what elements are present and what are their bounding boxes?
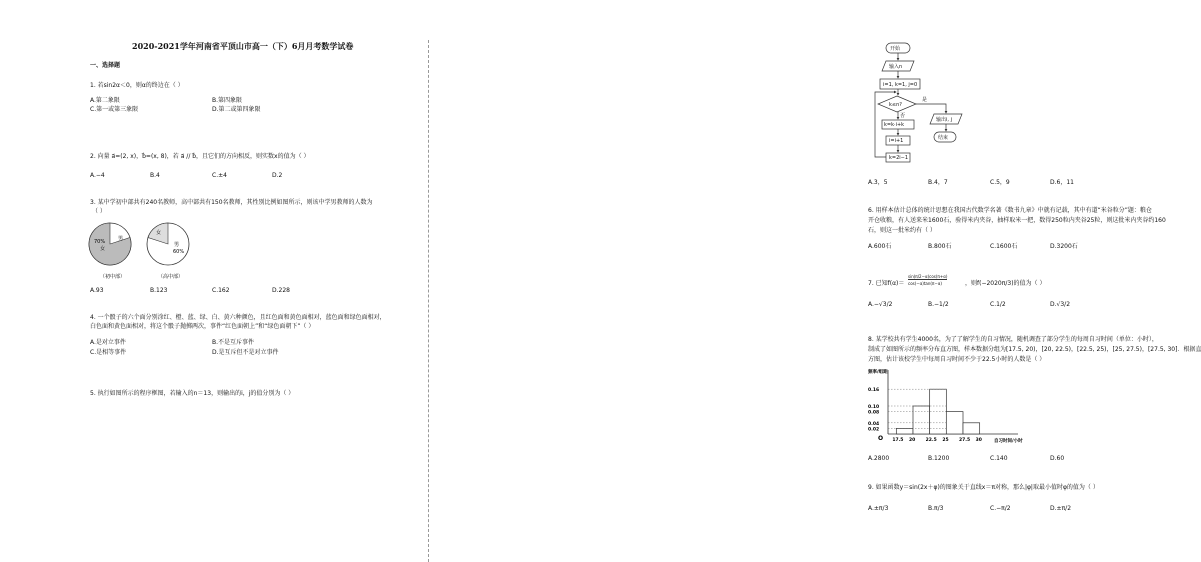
q6-stem-line3: 石，则这一批米约有（ ）: [868, 227, 936, 234]
q8-stem-line2: 制成了如图所示的频率分布直方图，样本数据分组为[17.5, 20)，[20, 22.5)，[22.5, 25)，[25, 27.5)，[27.5, 30]．根据直: [868, 346, 1201, 353]
q8-histogram: [866, 366, 1026, 446]
q9-option-d: D.±π/2: [1050, 505, 1072, 512]
pie-senior-female-text: 女: [156, 230, 162, 236]
q5-option-b: B.4，7: [928, 179, 948, 186]
q4-stem-line1: 4. 一个骰子的六个面分别涂红、橙、蓝、绿、白、黄六种颜色，且红色面和黄色面相对，蓝色面和绿色面相对，: [90, 314, 386, 321]
q9-option-c: C.−π/2: [990, 505, 1011, 512]
hist-bar-3: [930, 389, 947, 434]
hist-bar-2: [913, 406, 930, 434]
q9-stem: 9. 如果函数y＝sin(2x＋φ)的图象关于直线x＝π对称，那么|φ|取最小值时φ的值为（ ）: [868, 484, 1099, 491]
hist-x-tick-4: 25: [942, 438, 949, 443]
hist-y-tick-4: 0.04: [868, 421, 880, 427]
q7-fraction-bottom: cos(−α)tan(π−α): [908, 281, 942, 286]
q6-option-c: C.1600石: [990, 243, 1018, 250]
q8-option-a: A.2800: [868, 455, 890, 462]
q6-option-d: D.3200石: [1050, 243, 1078, 250]
hist-x-axis-label: 自习时间/小时: [994, 439, 1023, 444]
q3-option-b: B.123: [150, 287, 168, 294]
hist-x-tick-5: 27.5: [959, 438, 971, 443]
q5-option-a: A.3，5: [868, 179, 888, 186]
hist-y-tick-1: 0.16: [868, 388, 880, 394]
q3-pie-charts: [88, 222, 288, 286]
q2-option-a: A.−4: [90, 172, 105, 179]
q1-option-c: C.第一或第三象限: [90, 106, 139, 113]
pie-senior-caption: （高中部）: [158, 274, 184, 280]
q6-option-a: A.600石: [868, 243, 892, 250]
q2-option-c: C.±4: [212, 172, 227, 179]
q8-option-d: D.60: [1050, 455, 1065, 462]
q4-option-a: A.是对立事件: [90, 339, 126, 346]
q4-option-d: D.是互斥但不是对立事件: [212, 349, 279, 356]
flow-yes-text: 是: [922, 97, 928, 103]
q2-option-b: B.4: [150, 172, 160, 179]
q6-option-b: B.800石: [928, 243, 952, 250]
pie-senior: [147, 223, 189, 280]
pie-junior-caption: （初中部）: [100, 274, 126, 280]
q1-stem: 1. 若sin2α＜0，则α的终边在（ ）: [90, 82, 184, 89]
q8-stem-line3: 方图，估计该校学生中每周自习时间不少于22.5小时的人数是（ ）: [868, 356, 1046, 363]
flow-input-text: 输入n: [889, 64, 903, 70]
pie-junior-female-label: 70%: [94, 239, 106, 245]
q6-stem-line1: 6. 用样本估计总体的统计思想在我国古代数学名著《数书九章》中就有记载，其中有道“米谷粒分”题：粮仓: [868, 207, 1152, 214]
q2-stem: 2. 向量 a⃗=(2, x)，b⃗=(x, 8)，若 a⃗ // b⃗，且它们的方向相反，则实数x的值为（ ）: [90, 153, 310, 160]
q5-option-c: C.5，9: [990, 179, 1010, 186]
q5-flowchart: [874, 40, 984, 170]
hist-bar-5: [963, 423, 980, 434]
hist-y-axis-label: 频率/组距: [868, 370, 888, 375]
q8-option-c: C.140: [990, 455, 1008, 462]
column-divider: [428, 40, 429, 562]
q7-option-b: B.−1/2: [928, 301, 949, 308]
q1-option-b: B.第四象限: [212, 97, 243, 104]
flow-output-text: 输出i, j: [936, 117, 952, 123]
hist-bar-1: [896, 428, 913, 434]
hist-y-tick-5: 0.02: [868, 427, 880, 433]
hist-y-tick-2: 0.10: [868, 405, 880, 410]
q4-option-b: B.不是互斥事件: [212, 339, 255, 346]
q6-stem-line2: 开仓收粮，有人送来米1600石，验得米内夹谷，抽样取米一把，数得250粒内夹谷25粒，则这批米内夹谷约160: [868, 217, 1166, 224]
q7-stem-post: ，则f(−2020π/3)的值为（ ）: [965, 280, 1046, 287]
flow-start-text: 开始: [890, 46, 901, 52]
flow-step2-text: i=i+1: [889, 138, 904, 144]
q7-stem-pre: 7. 已知f(α)＝: [868, 280, 905, 287]
q7-option-c: C.1/2: [990, 301, 1006, 308]
hist-x-tick-6: 30: [975, 438, 982, 443]
pie-junior-female-text: 女: [100, 246, 106, 252]
hist-y-tick-3: 0.08: [868, 410, 880, 416]
pie-junior: [89, 223, 131, 280]
paper-title: 2020-2021学年河南省平顶山市高一（下）6月月考数学试卷: [132, 41, 354, 51]
q7-option-a: A.−√3/2: [868, 301, 893, 308]
q1-option-d: D.第二或第四象限: [212, 106, 261, 113]
q1-option-a: A.第二象限: [90, 97, 120, 104]
q9-option-b: B.π/3: [928, 505, 944, 512]
hist-origin-label: O: [878, 435, 884, 442]
q7-option-d: D.√3/2: [1050, 301, 1071, 308]
q8-stem-line1: 8. 某学校共有学生4000名，为了了解学生的自习情况，随机调查了部分学生的每周自习时间（单位：小时），: [868, 336, 1158, 343]
hist-x-tick-3: 22.5: [925, 438, 937, 443]
q3-option-a: A.93: [90, 287, 104, 294]
q7-fraction-top: sin(π/2−α)cos(π+α): [908, 274, 948, 279]
q4-stem-line2: 白色面和黄色面相对，将这个骰子抛掷两次，事件“红色面朝上”和“绿色面朝下”（ ）: [90, 323, 315, 330]
q3-stem-line2: （ ）: [92, 208, 106, 215]
q5-stem: 5. 执行如图所示的程序框图，若输入的n＝13，则输出的i，j的值分别为（ ）: [90, 390, 295, 397]
q3-option-c: C.162: [212, 287, 230, 294]
flow-end-text: 结束: [938, 135, 949, 141]
pie-junior-male-text: 男: [118, 236, 124, 242]
q4-option-c: C.是相等事件: [90, 349, 127, 356]
flow-cond-text: k≤n?: [889, 102, 902, 108]
hist-bar-4: [946, 412, 963, 434]
q3-option-d: D.228: [272, 287, 290, 294]
q8-option-b: B.1200: [928, 455, 950, 462]
q5-option-d: D.6，11: [1050, 179, 1074, 186]
hist-x-tick-1: 17.5: [892, 438, 904, 443]
q2-option-d: D.2: [272, 172, 283, 179]
q3-stem-line1: 3. 某中学初中部共有240名教师，高中部共有150名教师，其性别比例如图所示，则该中学男教师的人数为: [90, 199, 373, 206]
flow-step3-text: k=2i−1: [889, 155, 909, 161]
hist-x-tick-2: 20: [909, 438, 916, 443]
flow-init-text: i=1, k=1, j=0: [883, 82, 918, 88]
pie-senior-male-label: 60%: [173, 249, 185, 255]
pie-senior-male-text: 男: [174, 242, 180, 248]
flow-no-text: 否: [900, 113, 906, 119]
flow-step1-text: k=k·i+k: [884, 122, 905, 128]
section-heading: 一、选择题: [90, 62, 121, 69]
q9-option-a: A.±π/3: [868, 505, 889, 512]
